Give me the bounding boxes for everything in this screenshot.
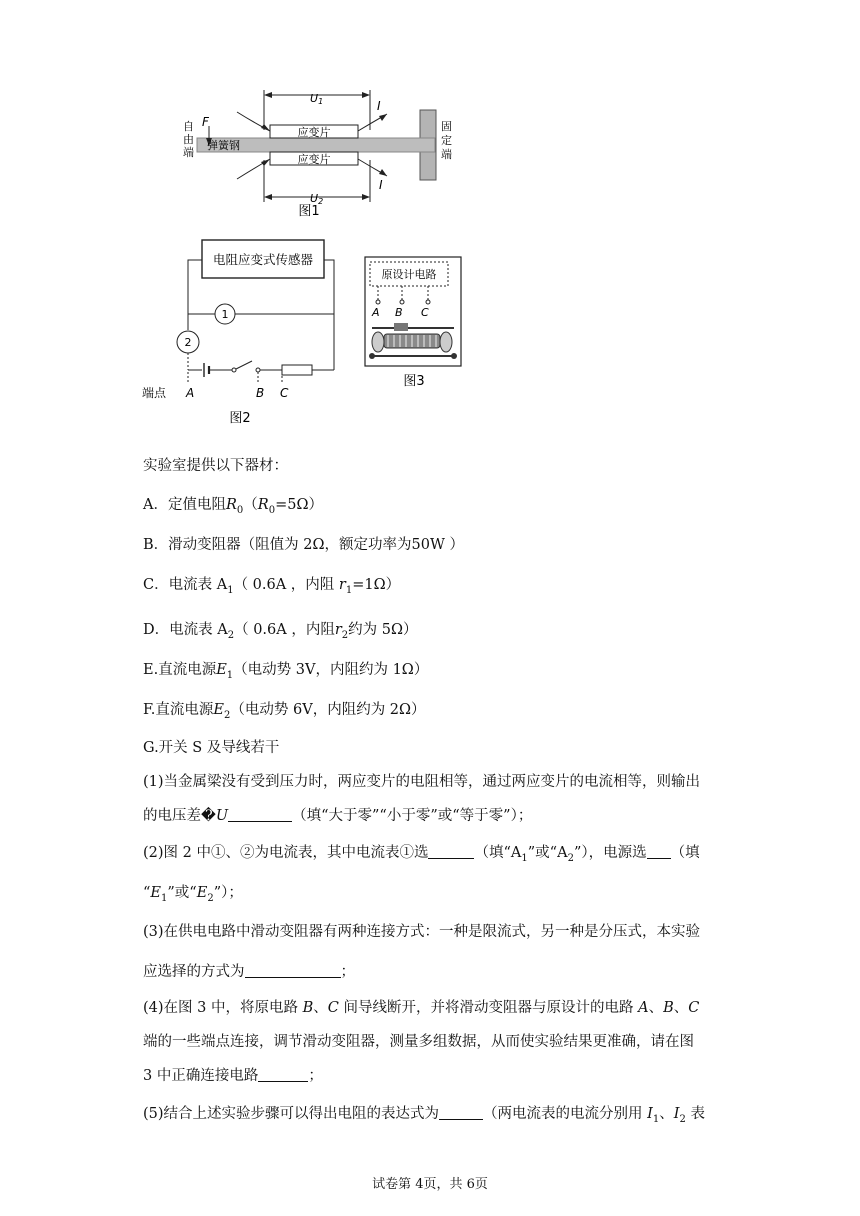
equipment-item-g: G.开关 S 及导线若干 [143,740,280,756]
ammeter-1-label: 1 [221,308,229,321]
point-c: C [280,386,289,400]
equipment-item-f: F.直流电源$E_2$（电动势 6V，内阻约为 2Ω） [143,702,426,721]
label-free-end-2: 由 [183,133,194,146]
fig3-point-a: A [372,306,380,319]
label-strain-top: 应变片 [297,126,331,139]
label-spring-steel: 弹簧钢 [207,139,240,152]
ammeter-2-label: 2 [184,336,192,349]
label-u2: U2 [310,192,324,206]
figure-2-caption: 图2 [229,411,251,426]
label-force: F [202,115,209,129]
question-4-line-1: (4)在图 3 中，将原电路 B、C 间导线断开，并将滑动变阻器与原设计的电路 A、B、C [143,1000,700,1016]
figure-1 [175,82,455,222]
question-2-line-2: “$E_1$”或“$E_2$”）； [143,885,243,904]
label-current-bottom: I [379,178,383,192]
sensor-label: 电阻应变式传感器 [212,252,314,267]
equipment-item-b: B．滑动变阻器（阻值为 2Ω，额定功率为50W ） [143,537,464,553]
answer-blank-5[interactable] [439,1105,483,1120]
equipment-item-e: E.直流电源$E_1$（电动势 3V，内阻约为 1Ω） [143,662,429,681]
answer-blank-4[interactable] [258,1067,308,1082]
figure-1-caption: 图1 [298,204,320,219]
point-a: A [186,386,195,400]
label-current-top: I [377,99,381,113]
label-u1: U1 [310,92,324,106]
label-free-end-1: 自 [183,120,194,133]
endpoint-label: 端点 [142,386,167,400]
point-b: B [256,386,265,400]
question-2-line-1: (2)图 2 中①、②为电流表，其中电流表①选 （填“$A_1$”或“$A_2$”），电源选 （填 [143,845,700,864]
equipment-intro: 实验室提供以下器材： [143,458,288,474]
answer-blank-3[interactable] [245,963,341,978]
original-circuit-label: 原设计电路 [381,268,437,281]
figure-3 [364,256,464,392]
question-1-line-2: 的电压差�U （填“大于零”“小于零”或“等于零”）； [143,808,533,824]
switch [232,368,236,372]
question-5-line-1: (5)结合上述实验步骤可以得出电阻的表达式为 （两电流表的电流分别用 $I_1$、$I_2$ 表 [143,1106,705,1125]
equipment-item-d: D．电流表 $A_2$（ 0.6A ，内阻$r_2$约为 5Ω） [143,622,418,641]
question-3-line-2: 应选择的方式为 ； [143,964,355,980]
answer-blank-2a[interactable] [428,844,474,859]
equipment-item-a: A．定值电阻$R_0(R_0=5\Omega)$ [143,497,323,516]
page-footer: 试卷第 4页，共 6页 [372,1177,488,1192]
label-free-end-3: 端 [183,146,194,159]
fig3-point-b: B [395,306,403,319]
resistor [282,365,312,375]
fig3-point-c: C [421,306,429,319]
answer-blank-1[interactable] [228,807,292,822]
question-4-line-3: 3 中正确连接电路 ； [143,1068,323,1084]
label-fixed-end-3: 端 [441,148,452,161]
figure-2 [140,234,350,429]
label-fixed-end-1: 固 [441,120,452,133]
question-4-line-2: 端的一些端点连接，调节滑动变阻器，测量多组数据，从而使实验结果更准确，请在图 [143,1034,694,1050]
question-3-line-1: (3)在供电电路中滑动变阻器有两种连接方式：一种是限流式，另一种是分压式，本实验 [143,924,701,940]
label-fixed-end-2: 定 [441,134,452,147]
label-strain-bottom: 应变片 [297,153,331,166]
question-1-line-1: (1)当金属梁没有受到压力时，两应变片的电阻相等，通过两应变片的电流相等，则输出 [143,774,701,790]
equipment-item-c: C．电流表 $A_1$（ 0.6A ，内阻 $r_1=1\Omega$） [143,577,401,596]
figure-3-caption: 图3 [403,374,425,389]
answer-blank-2b[interactable] [647,844,671,859]
